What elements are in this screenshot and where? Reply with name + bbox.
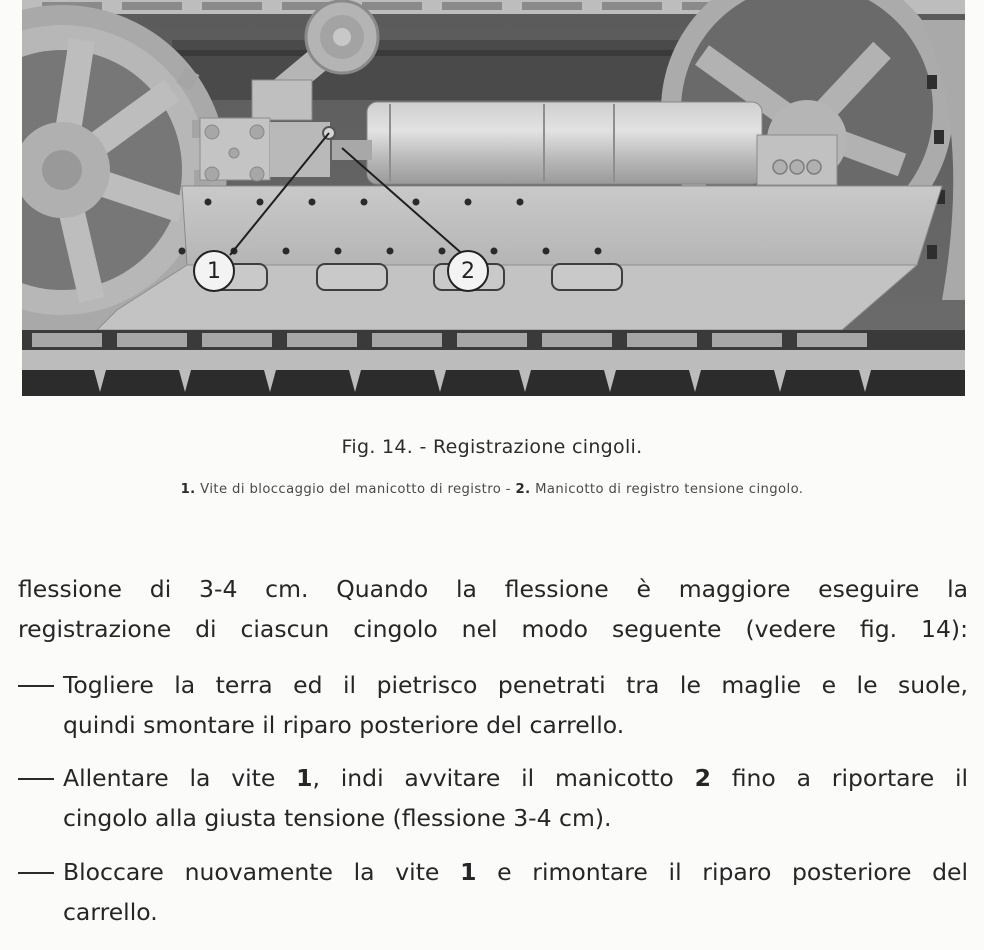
callout-1-label: 1 [207, 258, 221, 284]
step-2-text-a: Allentare la vite [63, 764, 297, 792]
callout-2-label: 2 [461, 258, 475, 284]
screw-ref-1: 1 [460, 858, 477, 886]
legend-item-1-text: Vite di bloccaggio del manicotto di registro - [195, 482, 516, 497]
step-item-2 [18, 758, 968, 838]
paragraph-line-2: registrazione di ciascun cingolo nel modo seguente (vedere fig. 14): [18, 615, 968, 643]
step-2-line-1 [63, 758, 968, 798]
figure-caption-title: Fig. 14. - Registrazione cingoli. [341, 436, 643, 458]
step-2-line-2: cingolo alla giusta tensione (flessione 3-4 cm). [63, 804, 612, 832]
step-3-text-c: e rimontare il riparo posteriore del [476, 858, 968, 886]
legend-item-2-text: Manicotto di registro tensione cingolo. [530, 482, 804, 497]
legend-item-2-number: 2. [515, 482, 531, 497]
step-1-line-1: Togliere la terra ed il pietrisco penetrati tra le maglie e le suole, [63, 671, 968, 699]
step-1-line-2: quindi smontare il riparo posteriore del carrello. [63, 711, 625, 739]
intro-paragraph [18, 569, 968, 649]
paragraph-line-1: flessione di 3-4 cm. Quando la flessione è maggiore eseguire la [18, 575, 968, 603]
legend-item-1-number: 1. [180, 482, 196, 497]
step-3-line-2: carrello. [63, 898, 158, 926]
sleeve-ref-2: 2 [694, 764, 711, 792]
figure-caption-legend [0, 482, 984, 497]
screw-ref-1: 1 [296, 764, 313, 792]
step-2-text-d: fino a riportare il [710, 764, 969, 792]
callout-2 [447, 250, 489, 292]
step-2-text-c: , indi avvitare il manicotto [312, 764, 695, 792]
step-3-line-1 [63, 852, 968, 892]
track-assembly-illustration [22, 0, 965, 396]
step-3-text-a: Bloccare nuovamente la vite [63, 858, 461, 886]
step-item-3 [18, 852, 968, 932]
figure-photo [22, 0, 965, 396]
callout-1 [193, 250, 235, 292]
step-item-1 [18, 665, 968, 745]
